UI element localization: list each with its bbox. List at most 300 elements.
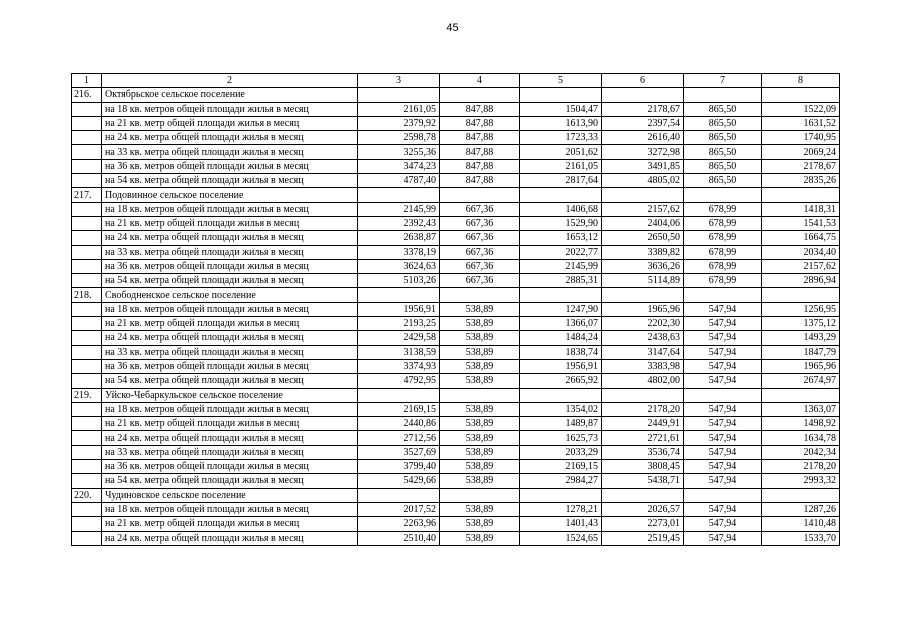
value-cell: 2169,15	[520, 460, 602, 474]
value-cell: 547,94	[684, 431, 762, 445]
value-cell: 2178,20	[602, 402, 684, 416]
value-cell: 1529,90	[520, 216, 602, 230]
value-cell: 3624,63	[358, 259, 440, 273]
section-row	[72, 288, 840, 302]
value-cell: 547,94	[684, 374, 762, 388]
value-cell: 1847,79	[762, 345, 840, 359]
table-row	[72, 460, 840, 474]
value-cell: 547,94	[684, 302, 762, 316]
value-cell: 538,89	[440, 345, 520, 359]
table-row	[72, 202, 840, 216]
value-cell: 1524,65	[520, 531, 602, 545]
value-cell: 3383,98	[602, 359, 684, 373]
value-cell: 3147,64	[602, 345, 684, 359]
empty-cell	[440, 488, 520, 502]
value-cell: 547,94	[684, 460, 762, 474]
value-cell: 2616,40	[602, 131, 684, 145]
section-row	[72, 488, 840, 502]
value-cell: 2157,62	[602, 202, 684, 216]
row-label: на 24 кв. метра общей площади жилья в месяц	[102, 231, 358, 245]
value-cell: 2051,62	[520, 145, 602, 159]
empty-cell	[72, 531, 102, 545]
table-row	[72, 445, 840, 459]
value-cell: 3378,19	[358, 245, 440, 259]
value-cell: 4792,95	[358, 374, 440, 388]
table-row	[72, 174, 840, 188]
table-row	[72, 331, 840, 345]
empty-cell	[520, 488, 602, 502]
section-name: Уйско-Чебаркульское сельское поселение	[102, 388, 358, 402]
value-cell: 2033,29	[520, 445, 602, 459]
value-cell: 538,89	[440, 302, 520, 316]
value-cell: 865,50	[684, 174, 762, 188]
table-row	[72, 345, 840, 359]
value-cell: 678,99	[684, 259, 762, 273]
header-cell: 6	[602, 74, 684, 88]
value-cell: 2273,01	[602, 517, 684, 531]
empty-cell	[72, 502, 102, 516]
value-cell: 2017,52	[358, 502, 440, 516]
value-cell: 1354,02	[520, 402, 602, 416]
value-cell: 667,36	[440, 216, 520, 230]
empty-cell	[72, 417, 102, 431]
empty-cell	[72, 216, 102, 230]
empty-cell	[602, 88, 684, 102]
table-row	[72, 374, 840, 388]
section-name: Октябрьское сельское поселение	[102, 88, 358, 102]
value-cell: 1410,48	[762, 517, 840, 531]
section-number: 216.	[72, 88, 102, 102]
value-cell: 678,99	[684, 216, 762, 230]
empty-cell	[72, 145, 102, 159]
value-cell: 1740,95	[762, 131, 840, 145]
value-cell: 1504,47	[520, 102, 602, 116]
table-row	[72, 259, 840, 273]
value-cell: 2202,30	[602, 317, 684, 331]
value-cell: 547,94	[684, 417, 762, 431]
value-cell: 538,89	[440, 317, 520, 331]
value-cell: 678,99	[684, 274, 762, 288]
empty-cell	[72, 259, 102, 273]
row-label: на 18 кв. метров общей площади жилья в месяц	[102, 102, 358, 116]
value-cell: 678,99	[684, 202, 762, 216]
value-cell: 547,94	[684, 331, 762, 345]
value-cell: 2674,97	[762, 374, 840, 388]
empty-cell	[762, 288, 840, 302]
value-cell: 538,89	[440, 417, 520, 431]
empty-cell	[72, 317, 102, 331]
value-cell: 865,50	[684, 145, 762, 159]
table-row	[72, 417, 840, 431]
row-label: на 21 кв. метр общей площади жилья в месяц	[102, 517, 358, 531]
value-cell: 2193,25	[358, 317, 440, 331]
value-cell: 1406,68	[520, 202, 602, 216]
row-label: на 36 кв. метров общей площади жилья в месяц	[102, 259, 358, 273]
value-cell: 865,50	[684, 159, 762, 173]
empty-cell	[440, 388, 520, 402]
value-cell: 5114,89	[602, 274, 684, 288]
value-cell: 667,36	[440, 245, 520, 259]
empty-cell	[684, 188, 762, 202]
header-row	[72, 74, 840, 88]
value-cell: 1287,26	[762, 502, 840, 516]
table-row	[72, 245, 840, 259]
empty-cell	[358, 288, 440, 302]
empty-cell	[72, 431, 102, 445]
value-cell: 1498,92	[762, 417, 840, 431]
row-label: на 18 кв. метров общей площади жилья в месяц	[102, 402, 358, 416]
tariff-table	[71, 73, 840, 546]
row-label: на 54 кв. метра общей площади жилья в месяц	[102, 174, 358, 188]
value-cell: 1653,12	[520, 231, 602, 245]
row-label: на 54 кв. метра общей площади жилья в месяц	[102, 274, 358, 288]
header-cell: 5	[520, 74, 602, 88]
empty-cell	[72, 202, 102, 216]
row-label: на 33 кв. метра общей площади жилья в месяц	[102, 245, 358, 259]
value-cell: 2042,34	[762, 445, 840, 459]
section-row	[72, 88, 840, 102]
value-cell: 547,94	[684, 531, 762, 545]
value-cell: 547,94	[684, 474, 762, 488]
value-cell: 2178,67	[762, 159, 840, 173]
row-label: на 21 кв. метр общей площади жилья в месяц	[102, 317, 358, 331]
value-cell: 1723,33	[520, 131, 602, 145]
header-cell: 3	[358, 74, 440, 88]
table-row	[72, 402, 840, 416]
value-cell: 3491,85	[602, 159, 684, 173]
row-label: на 33 кв. метра общей площади жилья в месяц	[102, 445, 358, 459]
section-number: 217.	[72, 188, 102, 202]
value-cell: 3138,59	[358, 345, 440, 359]
value-cell: 3799,40	[358, 460, 440, 474]
value-cell: 5429,66	[358, 474, 440, 488]
empty-cell	[602, 188, 684, 202]
value-cell: 2404,06	[602, 216, 684, 230]
empty-cell	[72, 402, 102, 416]
empty-cell	[762, 188, 840, 202]
section-row	[72, 388, 840, 402]
value-cell: 1838,74	[520, 345, 602, 359]
value-cell: 2721,61	[602, 431, 684, 445]
value-cell: 2161,05	[358, 102, 440, 116]
table-row	[72, 302, 840, 316]
empty-cell	[440, 288, 520, 302]
empty-cell	[602, 288, 684, 302]
header-cell: 4	[440, 74, 520, 88]
table-row	[72, 131, 840, 145]
value-cell: 1522,09	[762, 102, 840, 116]
value-cell: 1401,43	[520, 517, 602, 531]
value-cell: 2817,64	[520, 174, 602, 188]
empty-cell	[72, 460, 102, 474]
empty-cell	[440, 188, 520, 202]
empty-cell	[520, 388, 602, 402]
value-cell: 1484,24	[520, 331, 602, 345]
value-cell: 3536,74	[602, 445, 684, 459]
value-cell: 1613,90	[520, 116, 602, 130]
table-body	[72, 74, 840, 546]
row-label: на 21 кв. метр общей площади жилья в месяц	[102, 216, 358, 230]
header-cell: 2	[102, 74, 358, 88]
value-cell: 2519,45	[602, 531, 684, 545]
value-cell: 2429,58	[358, 331, 440, 345]
value-cell: 2178,67	[602, 102, 684, 116]
table-row	[72, 159, 840, 173]
value-cell: 1533,70	[762, 531, 840, 545]
value-cell: 2650,50	[602, 231, 684, 245]
empty-cell	[72, 274, 102, 288]
empty-cell	[72, 116, 102, 130]
header-cell: 1	[72, 74, 102, 88]
value-cell: 2440,86	[358, 417, 440, 431]
value-cell: 2598,78	[358, 131, 440, 145]
value-cell: 1631,52	[762, 116, 840, 130]
row-label: на 24 кв. метра общей площади жилья в месяц	[102, 431, 358, 445]
value-cell: 3255,36	[358, 145, 440, 159]
table-row	[72, 431, 840, 445]
table-row	[72, 116, 840, 130]
empty-cell	[684, 88, 762, 102]
value-cell: 1247,90	[520, 302, 602, 316]
value-cell: 4802,00	[602, 374, 684, 388]
section-name: Свободненское сельское поселение	[102, 288, 358, 302]
value-cell: 847,88	[440, 174, 520, 188]
row-label: на 18 кв. метров общей площади жилья в месяц	[102, 202, 358, 216]
value-cell: 678,99	[684, 245, 762, 259]
table-row	[72, 274, 840, 288]
empty-cell	[358, 188, 440, 202]
row-label: на 36 кв. метров общей площади жилья в месяц	[102, 359, 358, 373]
value-cell: 538,89	[440, 531, 520, 545]
value-cell: 547,94	[684, 517, 762, 531]
value-cell: 2157,62	[762, 259, 840, 273]
empty-cell	[520, 188, 602, 202]
row-label: на 18 кв. метров общей площади жилья в месяц	[102, 302, 358, 316]
empty-cell	[762, 88, 840, 102]
value-cell: 865,50	[684, 131, 762, 145]
section-name: Чудиновское сельское поселение	[102, 488, 358, 502]
value-cell: 547,94	[684, 317, 762, 331]
value-cell: 547,94	[684, 502, 762, 516]
value-cell: 667,36	[440, 259, 520, 273]
value-cell: 2145,99	[358, 202, 440, 216]
empty-cell	[72, 102, 102, 116]
empty-cell	[684, 388, 762, 402]
value-cell: 3636,26	[602, 259, 684, 273]
value-cell: 1541,53	[762, 216, 840, 230]
value-cell: 2034,40	[762, 245, 840, 259]
value-cell: 547,94	[684, 402, 762, 416]
value-cell: 5438,71	[602, 474, 684, 488]
value-cell: 3808,45	[602, 460, 684, 474]
table-row	[72, 531, 840, 545]
value-cell: 847,88	[440, 116, 520, 130]
table-row	[72, 216, 840, 230]
value-cell: 678,99	[684, 231, 762, 245]
value-cell: 865,50	[684, 102, 762, 116]
section-number: 218.	[72, 288, 102, 302]
value-cell: 2379,92	[358, 116, 440, 130]
value-cell: 2026,57	[602, 502, 684, 516]
header-cell: 7	[684, 74, 762, 88]
row-label: на 21 кв. метр общей площади жилья в месяц	[102, 417, 358, 431]
value-cell: 1625,73	[520, 431, 602, 445]
empty-cell	[72, 445, 102, 459]
empty-cell	[762, 388, 840, 402]
empty-cell	[72, 231, 102, 245]
value-cell: 538,89	[440, 374, 520, 388]
row-label: на 24 кв. метра общей площади жилья в месяц	[102, 131, 358, 145]
value-cell: 547,94	[684, 345, 762, 359]
value-cell: 1634,78	[762, 431, 840, 445]
page-number: 45	[446, 22, 459, 34]
value-cell: 847,88	[440, 145, 520, 159]
value-cell: 667,36	[440, 231, 520, 245]
value-cell: 2397,54	[602, 116, 684, 130]
header-cell: 8	[762, 74, 840, 88]
value-cell: 538,89	[440, 445, 520, 459]
value-cell: 847,88	[440, 131, 520, 145]
value-cell: 667,36	[440, 202, 520, 216]
value-cell: 2161,05	[520, 159, 602, 173]
table-row	[72, 502, 840, 516]
empty-cell	[602, 488, 684, 502]
value-cell: 2022,77	[520, 245, 602, 259]
value-cell: 2993,32	[762, 474, 840, 488]
value-cell: 1965,96	[762, 359, 840, 373]
value-cell: 2984,27	[520, 474, 602, 488]
empty-cell	[72, 159, 102, 173]
table-row	[72, 517, 840, 531]
empty-cell	[684, 488, 762, 502]
row-label: на 24 кв. метра общей площади жилья в месяц	[102, 531, 358, 545]
empty-cell	[72, 174, 102, 188]
section-name: Подовинное сельское поселение	[102, 188, 358, 202]
section-number: 220.	[72, 488, 102, 502]
empty-cell	[602, 388, 684, 402]
empty-cell	[358, 488, 440, 502]
value-cell: 2145,99	[520, 259, 602, 273]
value-cell: 1363,07	[762, 402, 840, 416]
value-cell: 1375,12	[762, 317, 840, 331]
row-label: на 33 кв. метра общей площади жилья в месяц	[102, 345, 358, 359]
empty-cell	[440, 88, 520, 102]
value-cell: 3474,23	[358, 159, 440, 173]
value-cell: 2449,91	[602, 417, 684, 431]
table-row	[72, 474, 840, 488]
value-cell: 2638,87	[358, 231, 440, 245]
value-cell: 2835,26	[762, 174, 840, 188]
value-cell: 1418,31	[762, 202, 840, 216]
value-cell: 1956,91	[520, 359, 602, 373]
value-cell: 847,88	[440, 102, 520, 116]
value-cell: 2438,63	[602, 331, 684, 345]
value-cell: 847,88	[440, 159, 520, 173]
table-row	[72, 359, 840, 373]
empty-cell	[762, 488, 840, 502]
row-label: на 54 кв. метра общей площади жилья в месяц	[102, 474, 358, 488]
section-number: 219.	[72, 388, 102, 402]
value-cell: 538,89	[440, 331, 520, 345]
value-cell: 2510,40	[358, 531, 440, 545]
row-label: на 36 кв. метров общей площади жилья в месяц	[102, 159, 358, 173]
value-cell: 2069,24	[762, 145, 840, 159]
value-cell: 2169,15	[358, 402, 440, 416]
value-cell: 538,89	[440, 402, 520, 416]
table-row	[72, 102, 840, 116]
value-cell: 4787,40	[358, 174, 440, 188]
value-cell: 2263,96	[358, 517, 440, 531]
value-cell: 1366,07	[520, 317, 602, 331]
empty-cell	[358, 388, 440, 402]
value-cell: 547,94	[684, 359, 762, 373]
value-cell: 1956,91	[358, 302, 440, 316]
empty-cell	[72, 345, 102, 359]
table-row	[72, 317, 840, 331]
row-label: на 24 кв. метра общей площади жилья в месяц	[102, 331, 358, 345]
value-cell: 538,89	[440, 460, 520, 474]
table-row	[72, 145, 840, 159]
value-cell: 2885,31	[520, 274, 602, 288]
table-row	[72, 231, 840, 245]
value-cell: 3272,98	[602, 145, 684, 159]
value-cell: 3527,69	[358, 445, 440, 459]
empty-cell	[72, 245, 102, 259]
value-cell: 2712,56	[358, 431, 440, 445]
value-cell: 2178,20	[762, 460, 840, 474]
row-label: на 33 кв. метра общей площади жилья в месяц	[102, 145, 358, 159]
value-cell: 538,89	[440, 431, 520, 445]
section-row	[72, 188, 840, 202]
value-cell: 538,89	[440, 474, 520, 488]
value-cell: 865,50	[684, 116, 762, 130]
row-label: на 54 кв. метра общей площади жилья в месяц	[102, 374, 358, 388]
row-label: на 18 кв. метров общей площади жилья в месяц	[102, 502, 358, 516]
value-cell: 538,89	[440, 502, 520, 516]
value-cell: 1965,96	[602, 302, 684, 316]
value-cell: 547,94	[684, 445, 762, 459]
value-cell: 667,36	[440, 274, 520, 288]
empty-cell	[72, 517, 102, 531]
value-cell: 3389,82	[602, 245, 684, 259]
value-cell: 2392,43	[358, 216, 440, 230]
empty-cell	[358, 88, 440, 102]
row-label: на 21 кв. метр общей площади жилья в месяц	[102, 116, 358, 130]
value-cell: 4805,02	[602, 174, 684, 188]
value-cell: 1493,29	[762, 331, 840, 345]
empty-cell	[72, 374, 102, 388]
value-cell: 2896,94	[762, 274, 840, 288]
value-cell: 1664,75	[762, 231, 840, 245]
value-cell: 3374,93	[358, 359, 440, 373]
empty-cell	[72, 331, 102, 345]
empty-cell	[520, 288, 602, 302]
value-cell: 1278,21	[520, 502, 602, 516]
empty-cell	[72, 474, 102, 488]
value-cell: 1256,95	[762, 302, 840, 316]
value-cell: 538,89	[440, 517, 520, 531]
empty-cell	[684, 288, 762, 302]
row-label: на 36 кв. метров общей площади жилья в месяц	[102, 460, 358, 474]
empty-cell	[72, 302, 102, 316]
value-cell: 2665,92	[520, 374, 602, 388]
value-cell: 1489,87	[520, 417, 602, 431]
empty-cell	[72, 131, 102, 145]
empty-cell	[72, 359, 102, 373]
empty-cell	[520, 88, 602, 102]
value-cell: 5103,26	[358, 274, 440, 288]
value-cell: 538,89	[440, 359, 520, 373]
